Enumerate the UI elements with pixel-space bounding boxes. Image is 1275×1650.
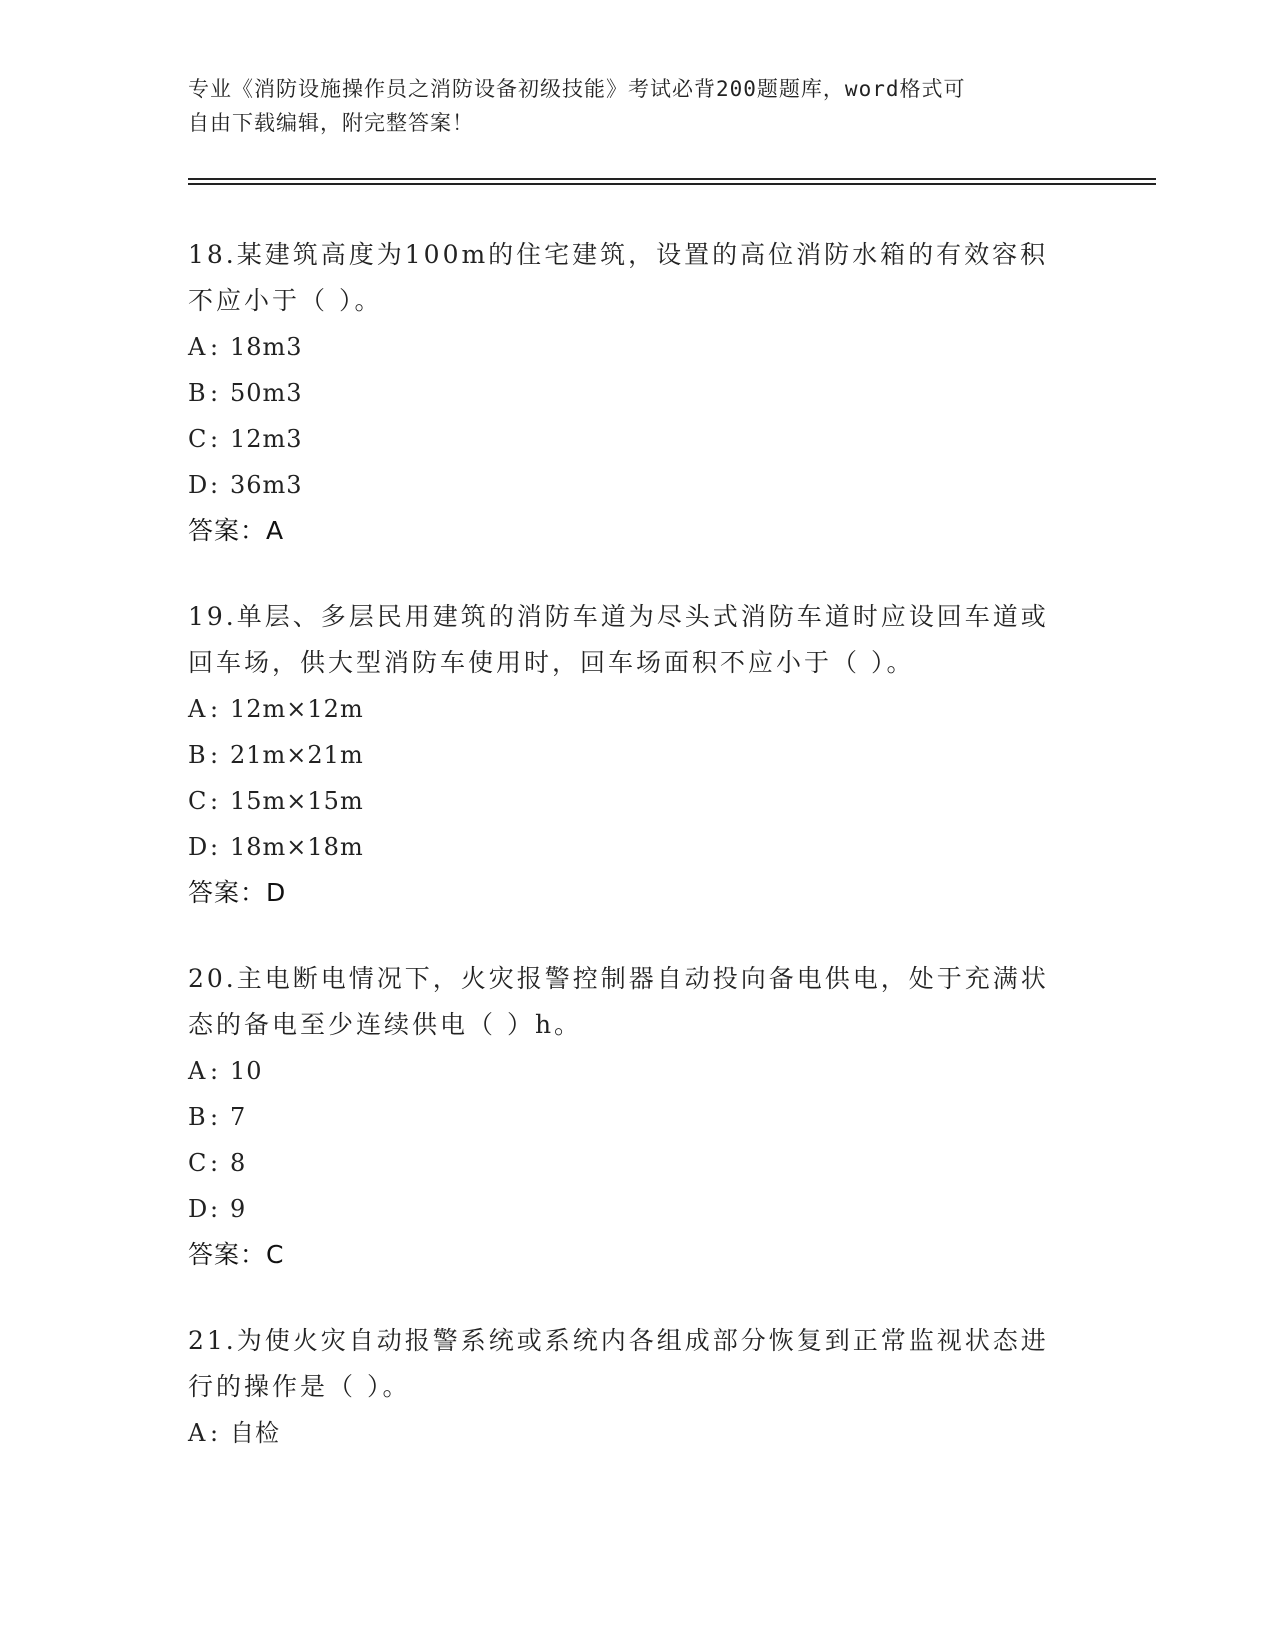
option-text: 8	[230, 1149, 247, 1177]
option-b	[188, 732, 1088, 778]
option-letter: A	[188, 333, 207, 361]
option-separator: :	[210, 1419, 220, 1447]
option-text: 9	[230, 1195, 247, 1223]
option-letter: C	[188, 787, 208, 815]
option-separator: :	[210, 787, 220, 815]
option-d	[188, 462, 1088, 508]
option-letter: D	[188, 471, 209, 499]
option-b	[188, 1094, 1088, 1140]
option-letter: A	[188, 695, 207, 723]
option-text: 18m×18m	[230, 833, 364, 861]
option-text: 36m3	[230, 471, 303, 499]
question-18	[188, 232, 1088, 554]
answer: 答案：D	[188, 878, 287, 907]
option-b	[188, 370, 1088, 416]
question-stem-line-1: 20.主电断电情况下，火灾报警控制器自动投向备电供电，处于充满状	[188, 964, 1049, 993]
answer: 答案：C	[188, 1240, 285, 1269]
option-letter: B	[188, 741, 207, 769]
option-letter: A	[188, 1057, 207, 1085]
option-separator: :	[210, 833, 220, 861]
question-stem-line-2: 回车场，供大型消防车使用时，回车场面积不应小于（ ）。	[188, 648, 915, 677]
question-stem	[188, 594, 1088, 686]
option-separator: :	[210, 379, 220, 407]
option-c	[188, 778, 1088, 824]
header-line-2: 自由下载编辑，附完整答案！	[188, 111, 474, 135]
option-a	[188, 1410, 1088, 1456]
answer: 答案：A	[188, 516, 285, 545]
option-text: 7	[230, 1103, 247, 1131]
option-text: 12m×12m	[230, 695, 364, 723]
header-rule-top	[188, 178, 1156, 180]
option-text: 18m3	[230, 333, 303, 361]
document-header	[188, 72, 1068, 140]
option-letter: B	[188, 379, 207, 407]
option-letter: D	[188, 1195, 209, 1223]
question-stem-line-2: 不应小于（ ）。	[188, 286, 383, 315]
option-separator: :	[210, 1057, 220, 1085]
question-stem-line-1: 18.某建筑高度为100m的住宅建筑，设置的高位消防水箱的有效容积	[188, 240, 1049, 269]
option-letter: A	[188, 1419, 207, 1447]
option-a	[188, 1048, 1088, 1094]
option-letter: C	[188, 1149, 208, 1177]
question-stem-line-1: 21.为使火灾自动报警系统或系统内各组成部分恢复到正常监视状态进	[188, 1326, 1049, 1355]
question-stem-line-2: 行的操作是（ ）。	[188, 1372, 411, 1401]
option-separator: :	[210, 1149, 220, 1177]
option-d	[188, 1186, 1088, 1232]
question-21	[188, 1318, 1088, 1456]
header-rule-bottom	[188, 183, 1156, 185]
option-separator: :	[210, 333, 220, 361]
option-letter: B	[188, 1103, 207, 1131]
option-letter: C	[188, 425, 208, 453]
option-separator: :	[210, 1195, 220, 1223]
option-a	[188, 686, 1088, 732]
option-c	[188, 1140, 1088, 1186]
option-text: 15m×15m	[230, 787, 364, 815]
question-stem	[188, 956, 1088, 1048]
option-letter: D	[188, 833, 209, 861]
option-separator: :	[210, 741, 220, 769]
question-stem-line-2: 态的备电至少连续供电（ ）h。	[188, 1010, 583, 1039]
option-text: 12m3	[230, 425, 303, 453]
question-20	[188, 956, 1088, 1278]
header-line-1: 专业《消防设施操作员之消防设备初级技能》考试必背200题题库，word格式可	[188, 77, 966, 101]
option-text: 50m3	[230, 379, 303, 407]
option-a	[188, 324, 1088, 370]
option-text: 21m×21m	[230, 741, 364, 769]
question-stem-line-1: 19.单层、多层民用建筑的消防车道为尽头式消防车道时应设回车道或	[188, 602, 1049, 631]
option-text: 10	[230, 1057, 263, 1085]
option-separator: :	[210, 1103, 220, 1131]
option-separator: :	[210, 695, 220, 723]
option-c	[188, 416, 1088, 462]
question-stem	[188, 232, 1088, 324]
option-text: 自检	[230, 1419, 280, 1447]
option-separator: :	[210, 425, 220, 453]
option-separator: :	[210, 471, 220, 499]
option-d	[188, 824, 1088, 870]
question-19	[188, 594, 1088, 916]
question-stem	[188, 1318, 1088, 1410]
